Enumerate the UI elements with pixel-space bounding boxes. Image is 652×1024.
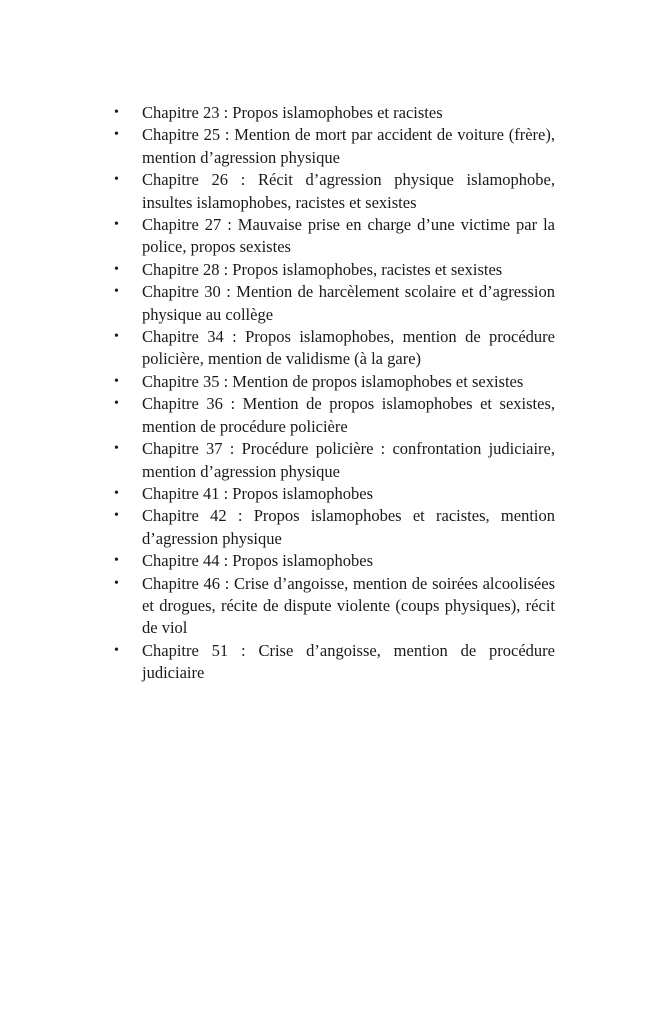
list-item [110,393,555,438]
bullet-icon: • [114,284,119,300]
list-item-text: Chapitre 41 : Propos islamophobes [142,483,373,503]
bullet-icon: • [114,485,119,501]
bullet-icon: • [114,217,119,233]
list-item [110,371,555,393]
bullet-icon: • [114,261,119,277]
content-warnings [110,102,555,685]
list-item [110,505,555,550]
list-item-text: Chapitre 27 : Mauvaise prise en charge d’une victime par la police, propos sexistes [142,215,555,257]
list-item [110,124,555,169]
list-item-text: Chapitre 34 : Propos islamophobes, mention de procédure policière, mention de validisme (à la gare) [142,327,555,369]
bullet-icon: • [114,508,119,524]
bullet-icon: • [114,575,119,591]
list-item-text: Chapitre 51 : Crise d’angoisse, mention de procédure judiciaire [142,640,555,683]
bullet-icon: • [114,553,119,569]
list-item [110,102,555,124]
list-item [110,483,555,505]
list-item-text: Chapitre 44 : Propos islamophobes [142,551,373,571]
list-item-text: Chapitre 37 : Procédure policière : confrontation judiciaire, mention d’agression physique [142,439,555,481]
bullet-icon: • [114,642,119,658]
list-item [110,573,555,640]
list-item-text: Chapitre 42 : Propos islamophobes et racistes, mention d’agression physique [142,506,555,548]
list-item-text: Chapitre 25 : Mention de mort par accident de voiture (frère), mention d’agression physique [142,125,555,167]
list-item [110,259,555,281]
bullet-icon: • [114,441,119,457]
list-item [110,550,555,572]
list-item [110,281,555,326]
list-item [110,214,555,259]
list-item-text: Chapitre 46 : Crise d’angoisse, mention de soirées alcoolisées et drogues, récite de dispute violente (coups physiques), récit de viol [142,573,555,638]
bullet-icon: • [114,329,119,345]
content-warning-list [110,102,555,685]
list-item-text: Chapitre 36 : Mention de propos islamophobes et sexistes, mention de procédure policière [142,394,555,436]
bullet-icon: • [114,127,119,143]
list-item-text: Chapitre 35 : Mention de propos islamophobes et sexistes [142,371,524,391]
list-item [110,169,555,214]
bullet-icon: • [114,105,119,120]
bullet-icon: • [114,172,119,188]
list-item-text: Chapitre 30 : Mention de harcèlement scolaire et d’agression physique au collège [142,282,555,324]
list-item-text: Chapitre 23 : Propos islamophobes et racistes [142,103,443,122]
bullet-icon: • [114,373,119,389]
list-item [110,326,555,371]
list-item-text: Chapitre 26 : Récit d’agression physique islamophobe, insultes islamophobes, racistes et sexistes [142,170,555,212]
bullet-icon: • [114,396,119,412]
list-item-text: Chapitre 28 : Propos islamophobes, racistes et sexistes [142,259,503,279]
list-item [110,438,555,483]
list-item [110,640,555,685]
